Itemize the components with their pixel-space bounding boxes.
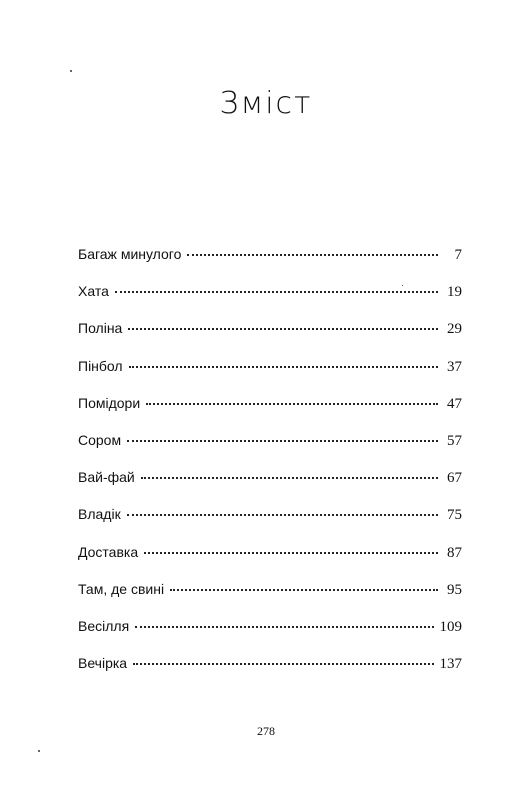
toc-entry-page: 47	[447, 395, 462, 412]
dot-leader	[187, 254, 438, 256]
print-speck	[38, 750, 40, 752]
toc-entry-page: 75	[447, 507, 462, 524]
toc-entry-title: Владік	[78, 506, 121, 523]
toc-entry-title: Помідори	[78, 394, 141, 411]
toc-entry-title: Там, де свині	[78, 580, 165, 597]
toc-entry	[78, 544, 462, 581]
dot-leader	[127, 514, 438, 516]
toc-entry-page: 19	[447, 284, 462, 301]
table-of-contents	[78, 246, 462, 692]
toc-entry	[78, 246, 462, 283]
dot-leader	[115, 291, 438, 293]
toc-entry	[78, 581, 462, 618]
dot-leader	[146, 403, 438, 405]
toc-entry-page: 87	[447, 544, 462, 561]
toc-entry	[78, 283, 462, 320]
toc-entry	[78, 655, 462, 692]
toc-entry	[78, 358, 462, 395]
toc-entry-page: 57	[447, 432, 462, 449]
toc-entry-title: Поліна	[78, 320, 123, 337]
toc-entry-title: Пінбол	[78, 357, 123, 374]
dot-leader	[127, 440, 438, 442]
toc-entry-title: Хата	[78, 283, 109, 300]
toc-entry-page: 95	[447, 581, 462, 598]
dot-leader	[141, 477, 438, 479]
toc-entry-page: 29	[447, 321, 462, 338]
page-title: Зміст	[219, 86, 313, 121]
toc-entry-page: 7	[454, 247, 462, 263]
dot-leader	[128, 328, 438, 330]
toc-entry-page: 67	[447, 470, 462, 487]
toc-entry	[78, 432, 462, 469]
toc-entry-title: Вечірка	[78, 655, 128, 672]
toc-entry	[78, 320, 462, 357]
toc-entry	[78, 395, 462, 432]
dot-leader	[129, 366, 438, 368]
toc-entry	[78, 469, 462, 506]
page-number: 278	[257, 724, 275, 738]
toc-entry-page: 37	[447, 358, 462, 375]
toc-entry-page: 137	[439, 656, 462, 673]
toc-entry-title: Весілля	[78, 617, 130, 634]
toc-entry-title: Вай-фай	[78, 469, 135, 486]
toc-entry-title: Багаж минулого	[78, 246, 182, 262]
dot-leader	[170, 589, 438, 591]
toc-entry	[78, 618, 462, 655]
dot-leader	[135, 626, 433, 628]
print-speck	[70, 70, 72, 72]
toc-entry	[78, 506, 462, 543]
toc-entry-title: Доставка	[78, 543, 139, 560]
toc-entry-page: 109	[439, 618, 462, 635]
print-speck	[402, 285, 403, 286]
dot-leader	[144, 552, 438, 554]
dot-leader	[133, 663, 433, 665]
toc-entry-title: Сором	[78, 431, 122, 448]
